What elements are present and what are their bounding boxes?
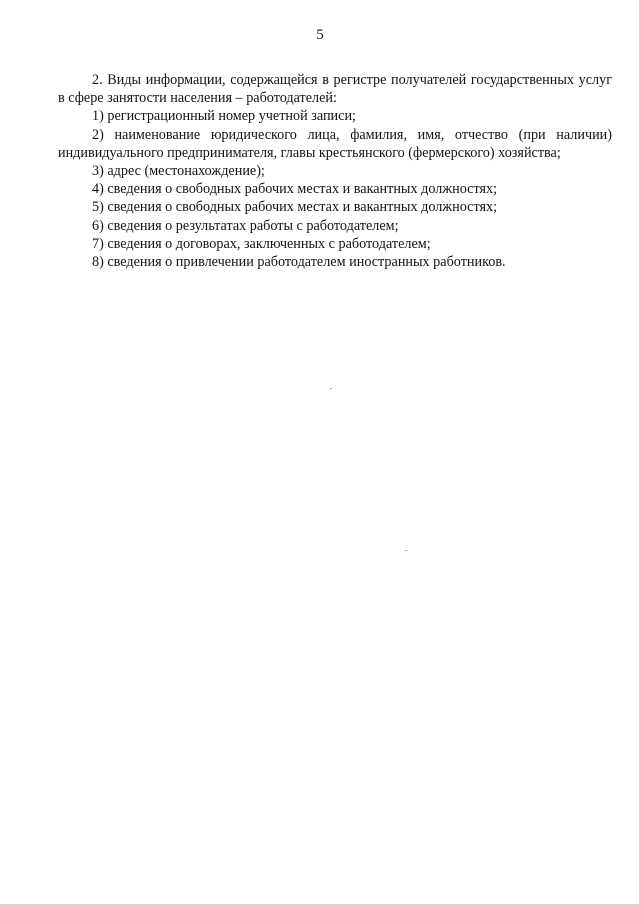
- list-item-text: 3) адрес (местонахождение);: [92, 163, 265, 180]
- list-item: [58, 253, 612, 271]
- list-item-text: 4) сведения о свободных рабочих местах и вакантных должностях;: [92, 181, 498, 198]
- list-item: [58, 126, 612, 162]
- list-item-text: 7) сведения о договорах, заключенных с работодателем;: [92, 235, 431, 252]
- scan-speck: [330, 388, 332, 389]
- list-item-text: 2) наименование юридического лица, фамилия, имя, отчество (при наличии): [92, 126, 612, 143]
- list-item: [58, 235, 612, 253]
- list-item-text: 1) регистрационный номер учетной записи;: [92, 108, 356, 125]
- list-item: [58, 180, 612, 198]
- list-item-text-continued: индивидуального предпринимателя, главы крестьянского (фермерского) хозяйства;: [58, 144, 561, 161]
- list-item: [58, 198, 612, 216]
- document-body: [58, 71, 612, 271]
- section-heading-line-1: 2. Виды информации, содержащейся в регистре получателей государственных: [92, 72, 574, 88]
- section-heading-line-2: услуг в сфере занятости населения – работодателей:: [58, 72, 613, 107]
- list-item-text: 5) сведения о свободных рабочих местах и вакантных должностях;: [92, 199, 498, 216]
- list-item-text: 6) сведения о результатах работы с работодателем;: [92, 217, 399, 234]
- page-number: 5: [316, 27, 324, 43]
- list-item: [58, 217, 612, 235]
- scan-speck: [405, 550, 407, 551]
- section-heading: [58, 71, 612, 107]
- list-item-text: 8) сведения о привлечении работодателем иностранных работников.: [92, 254, 506, 271]
- list-item: [58, 107, 612, 125]
- list-item: [58, 162, 612, 180]
